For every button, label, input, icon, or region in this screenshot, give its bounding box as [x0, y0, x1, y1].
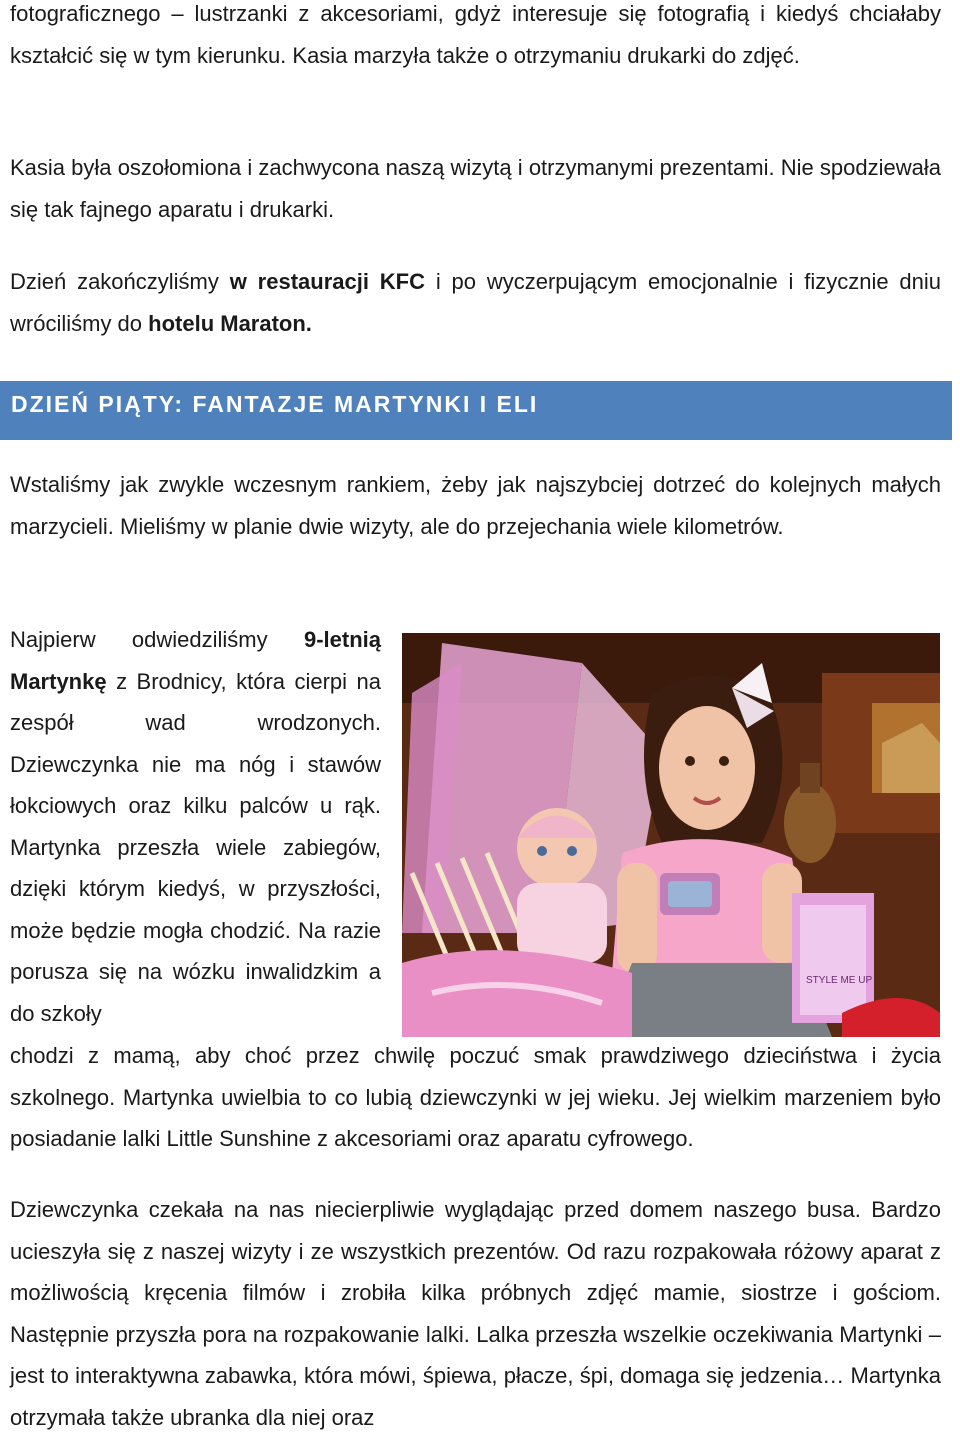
paragraph-text: i po wyczerpującym emocjonalnie i fizycznie dniu wróciliśmy do: [10, 269, 942, 336]
paragraph-day-end: [10, 261, 941, 344]
bold-restaurant: w restauracji KFC: [229, 269, 425, 294]
paragraph-text: Dzień zakończyliśmy: [10, 269, 230, 294]
paragraph-text: Dziewczynka czekała na nas niecierpliwie wyglądając przed domem naszego busa. Bardzo ucieszyła się z naszej wizyty i ze wszystkich prezentów. Od razu rozpakowała różowy aparat z możliwością kręcenia filmów i zrobiła kilka próbnych zdjęć mamie, siostrze i gościom. Następnie przyszła pora na rozpakowanie lalki. Lalka przeszła wszelkie oczekiwania Martynki – jest to interaktywna zabawka, która mówi, śpiewa, płacze, śpi, domaga się jedzenia… Martynka otrzymała także ubranka dla niej oraz: [10, 1197, 941, 1430]
paragraph-kasia-camera: [10, 0, 941, 76]
paragraph-martynka-school: [10, 1035, 941, 1160]
section-heading: DZIEŃ PIĄTY: FANTAZJE MARTYNKI I ELI: [11, 391, 539, 417]
photo-illustration: [402, 633, 940, 1037]
paragraph-text: Wstaliśmy jak zwykle wczesnym rankiem, żeby jak najszybciej dotrzeć do kolejnych małych marzycieli. Mieliśmy w planie dwie wizyty, ale do przejechania wiele kilometrów.: [10, 472, 941, 539]
paragraph-text: Najpierw odwiedziliśmy: [10, 627, 304, 652]
box-label: STYLE ME UP: [806, 975, 873, 986]
photo-girl-with-doll: [402, 633, 940, 1037]
paragraph-morning: [10, 464, 941, 547]
paragraph-text: fotograficznego – lustrzanki z akcesoriami, gdyż interesuje się fotografią i kiedyś chciałaby kształcić się w tym kierunku. Kasia marzyła także o otrzymaniu drukarki do zdjęć.: [10, 1, 941, 68]
bold-martynka: 9-letnią Martynkę: [10, 627, 381, 694]
paragraph-text: Kasia była oszołomiona i zachwycona naszą wizytą i otrzymanymi prezentami. Nie spodziewała się tak fajnego aparatu i drukarki.: [10, 155, 941, 222]
paragraph-kasia-visit: [10, 147, 941, 230]
paragraph-martynka-intro: [10, 619, 381, 1034]
paragraph-martynka-gifts: [10, 1189, 941, 1438]
paragraph-text: chodzi z mamą, aby choć przez chwilę poczuć smak prawdziwego dzieciństwa i życia szkolnego. Martynka uwielbia to co lubią dziewczynki w jej wieku. Jej wielkim marzeniem było posiadanie lalki Little Sunshine z akcesoriami oraz aparatu cyfrowego.: [10, 1043, 941, 1151]
bold-hotel: hotelu Maraton.: [148, 310, 312, 336]
paragraph-text: z Brodnicy, która cierpi na zespół wad wrodzonych. Dziewczynka nie ma nóg i stawów łokciowych oraz kilku palców u rąk. Martynka przeszła wiele zabiegów, dzięki którym kiedyś, w przyszłości, może będzie mogła chodzić. Na razie porusza się na wózku inwalidzkim a do szkoły: [10, 668, 381, 1026]
